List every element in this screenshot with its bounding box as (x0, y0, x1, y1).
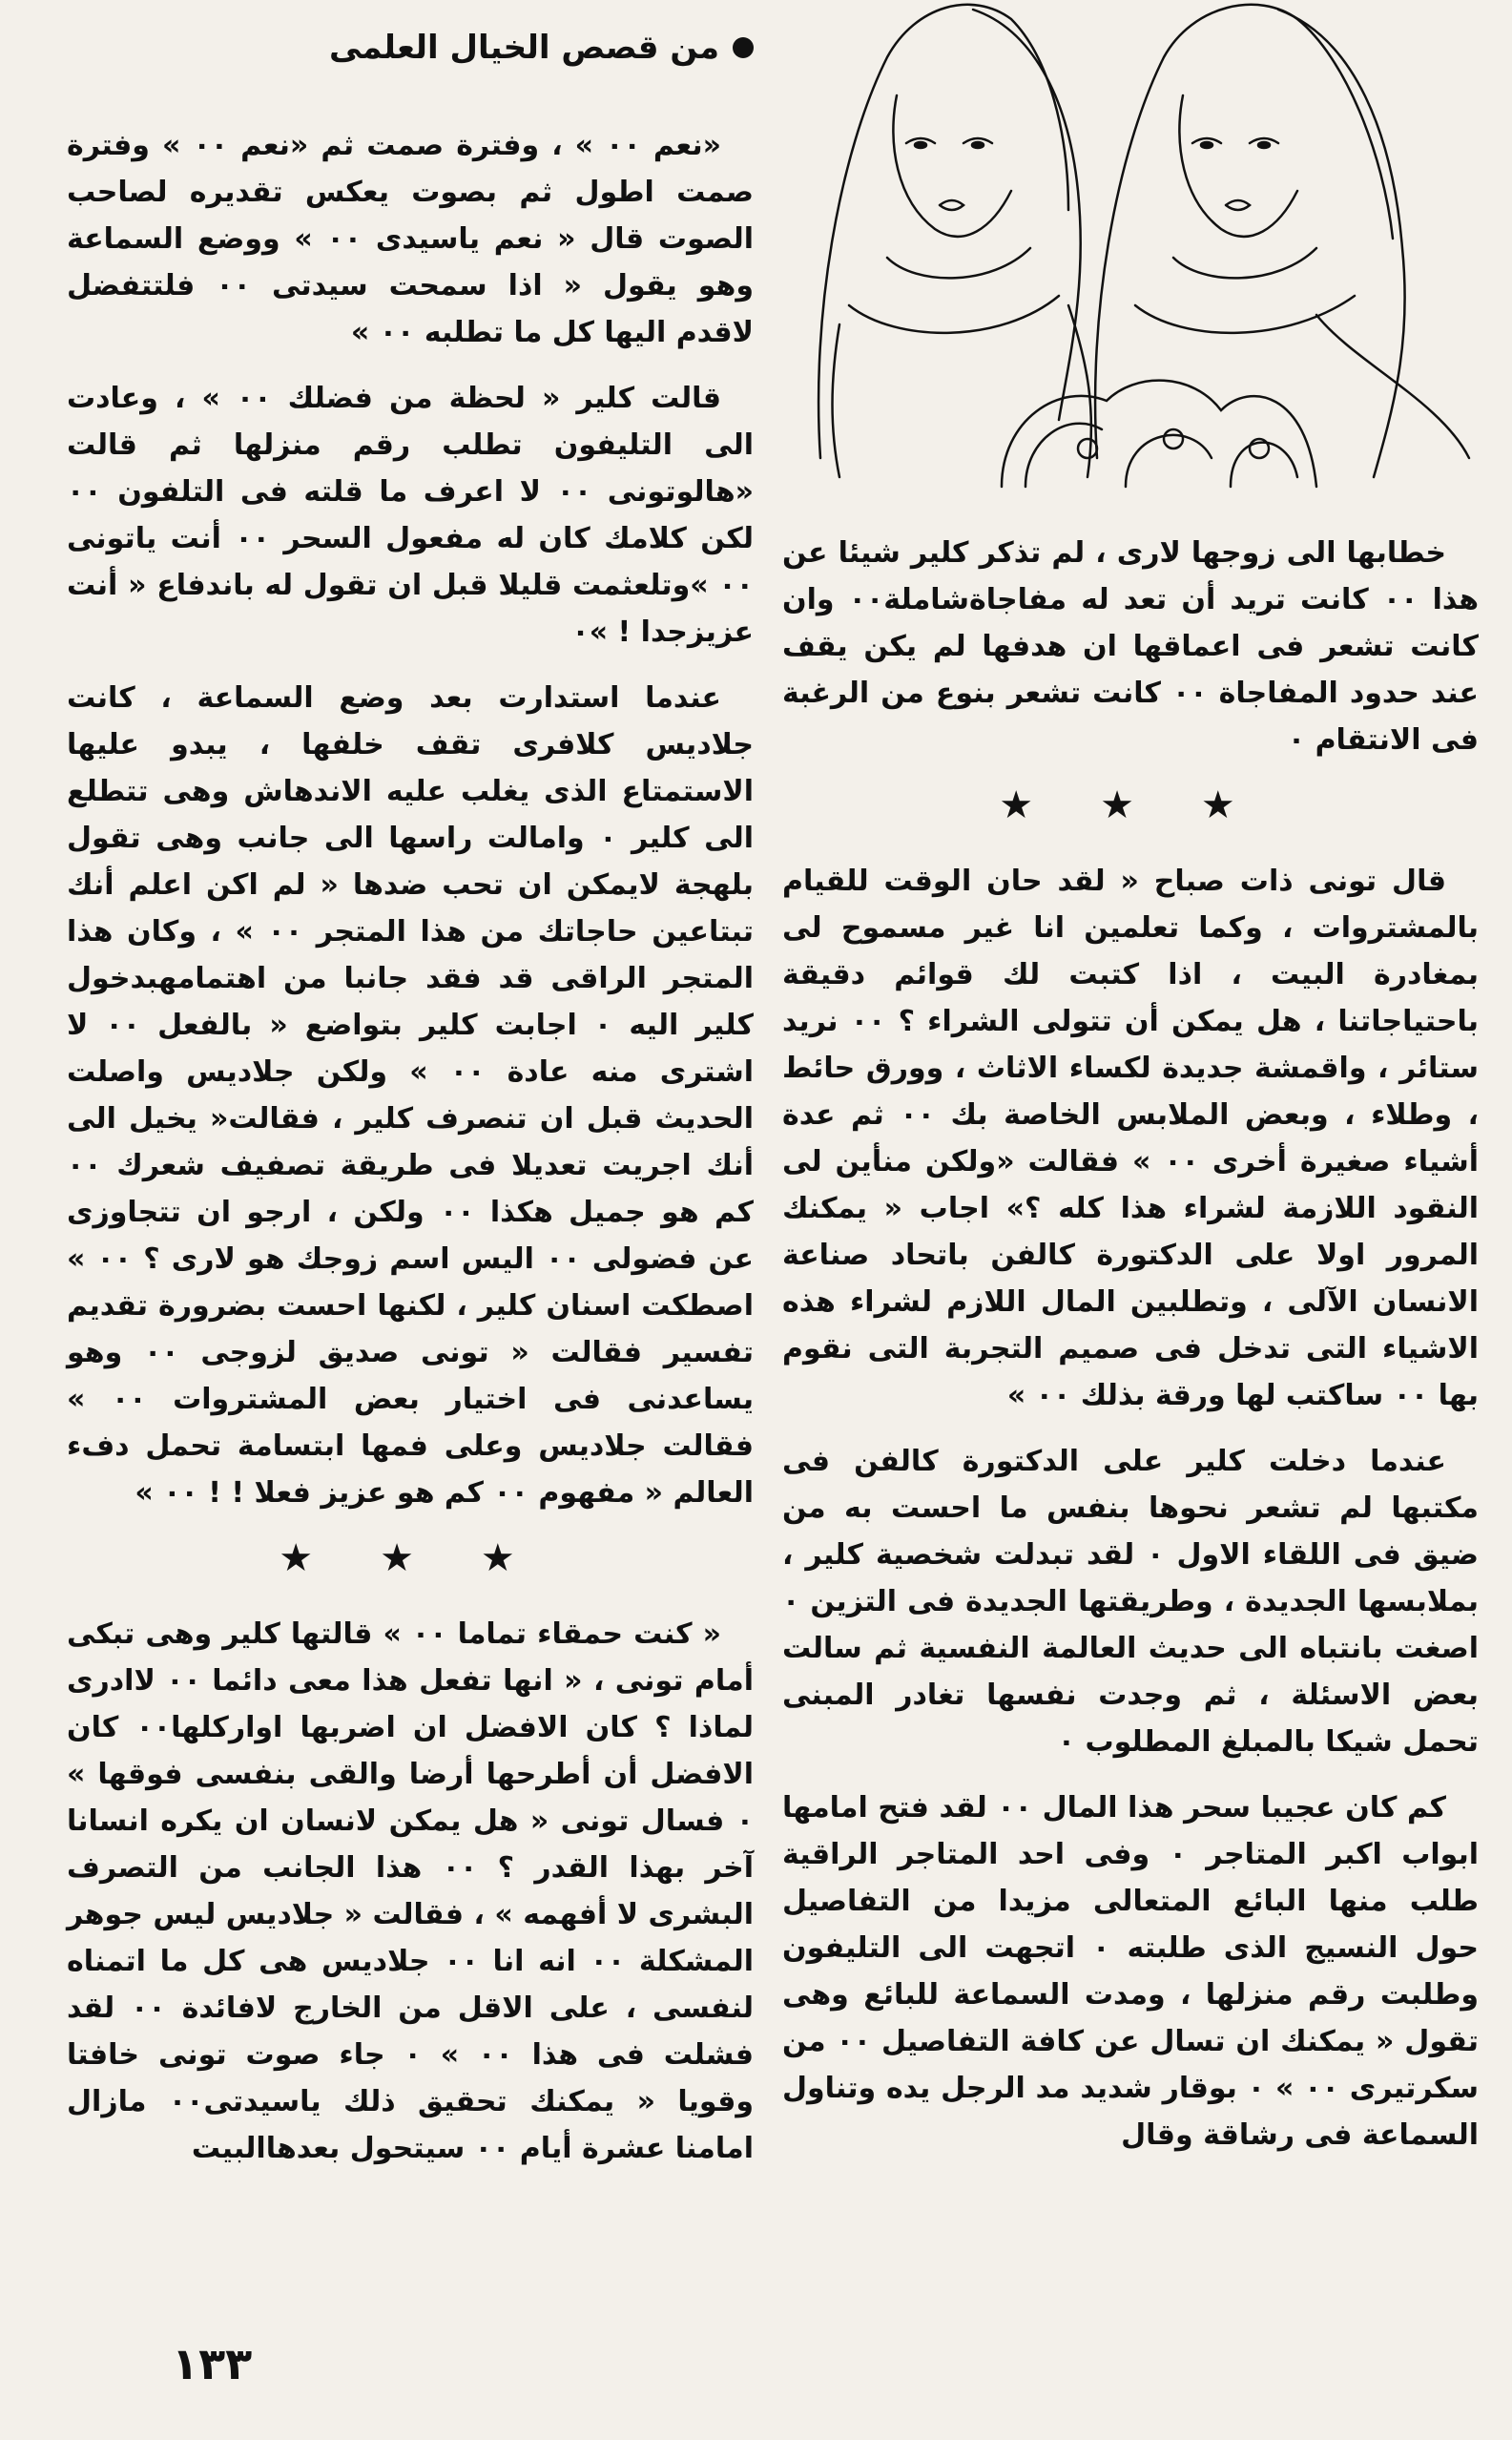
paragraph: خطابها الى زوجها لارى ، لم تذكر كلير شيئا عن هذا ٠٠ كانت تريد أن تعد له مفاجاةشاملة٠٠ وان كانت تشعر فى اعماقها ان هدفها لم يكن يقف عند حدود المفاجاة ٠٠ كانت تشعر بنوع من الرغبة فى الانتقام ٠ (782, 536, 1480, 757)
paragraph: « كنت حمقاء تماما ٠٠ » قالتها كلير وهى تبكى أمام تونى ، « انها تفعل هذا معى دائما ٠٠ لاادرى لماذا ؟ كان الافضل ان اضربها اواركلها٠٠ كان الافضل أن أطرحها أرضا والقى بنفسى فوقها » ٠ فسال تونى « هل يمكن لانسان ان يكره انسانا آخر بهذا القدر ؟ ٠٠ هذا الجانب من التصرف البشرى لا أفهمه » ، فقالت « جلاديس ليس جوهر المشكلة ٠٠ انه انا ٠٠ جلاديس هى كل ما اتمناه لنفسى ، على الاقل من الخارج لافائدة ٠٠ لقد فشلت فى هذا ٠٠ » ٠ جاء صوت تونى خافتا وقويا « يمكنك تحقيق ذلك ياسيدتى٠٠ مازال امامنا عشرة أيام ٠٠ سيتحول بعدهاالبيت (67, 1617, 754, 2165)
two-women-illustration (782, 0, 1479, 496)
right-column (782, 530, 1479, 2178)
section-divider-stars: ★ ★ ★ (279, 1536, 542, 1580)
section-header (67, 29, 754, 67)
paragraph: عندما دخلت كلير على الدكتورة كالفن فى مكتبها لم تشعر نحوها بنفس ما احست به من ضيق فى اللقاء الاول ٠ لقد تبدلت شخصية كلير ، بملابسها الجديدة ، وطريقتها الجديدة فى التزين ٠ اصغت بانتباه الى حديث العالمة النفسية ثم سالت بعض الاسئلة ، ثم وجدت نفسها تغادر المبنى تحمل شيكا بالمبلغ المطلوب ٠ (782, 1445, 1480, 1759)
bullet-icon (733, 37, 754, 58)
paragraph: عندما استدارت بعد وضع السماعة ، كانت جلاديس كلافرى تقف خلفها ، يبدو عليها الاستمتاع الذى يغلب عليه الاندهاش وهى تتطلع الى كلير ٠ وامالت راسها الى جانب وهى تقول بلهجة لايمكن ان تحب ضدها « لم اكن اعلم أنك تبتاعين حاجاتك من هذا المتجر ٠٠ » ، وكان هذا المتجر الراقى قد فقد جانبا من اهتمامهبدخول كلير اليه ٠ اجابت كلير بتواضع « بالفعل ٠٠ لا اشترى منه عادة ٠٠ » ولكن جلاديس واصلت الحديث قبل ان تنصرف كلير ، فقالت« يخيل الى أنك اجريت تعديلا فى طريقة تصفيف شعرك ٠٠ كم هو جميل هكذا ٠٠ ولكن ، ارجو ان تتجاوزى عن فضولى ٠٠ اليس اسم زوجك هو لارى ؟ ٠٠ » اصطكت اسنان كلير ، لكنها احست بضرورة تقديم تفسير فقالت « تونى صديق لزوجى ٠٠ وهو يساعدنى فى اختيار بعض المشتروات ٠٠ » فقالت جلاديس وعلى فمها ابتسامة تحمل دفء العالم « مفهوم ٠٠ كم هو عزيز فعلا ! ! ٠٠ » (67, 681, 755, 1510)
paragraph: قال تونى ذات صباح « لقد حان الوقت للقيام بالمشتروات ، وكما تعلمين انا غير مسموح لى بمغادرة البيت ، اذا كتبت لك قوائم دقيقة باحتياجاتنا ، هل يمكن أن تتولى الشراء ؟ ٠٠ نريد ستائر ، واقمشة جديدة لكساء الاثاث ، وورق حائط ، وطلاء ، وبعض الملابس الخاصة بك ٠٠ ثم عدة أشياء صغيرة أخرى ٠٠ » فقالت «ولكن منأين لى النقود اللازمة لشراء هذا كله ؟» اجاب « يمكنك المرور اولا على الدكتورة كالفن باتحاد صناعة الانسان الآلى ، وتطلبين المال اللازم لشراء هذه الاشياء التى تدخل فى صميم التجربة التى نقوم بها ٠٠ ساكتب لها ورقة بذلك ٠٠ » (782, 865, 1480, 1412)
page-number: ١٣٣ (172, 2338, 253, 2389)
paragraph: كم كان عجيبا سحر هذا المال ٠٠ لقد فتح امامها ابواب اكبر المتاجر ٠ وفى احد المتاجر الراقية طلب منها البائع المتعالى مزيدا من التفاصيل حول النسيج الذى طلبته ٠ اتجهت الى التليفون وطلبت رقم منزلها ، ومدت السماعة للبائع وهى تقول « يمكنك ان تسال عن كافة التفاصيل ٠٠ من سكرتيرى ٠٠ » ٠ بوقار شديد مد الرجل يده وتناول السماعة فى رشاقة وقال (782, 1791, 1480, 2152)
section-divider-stars: ★ ★ ★ (999, 783, 1262, 827)
left-column (67, 122, 754, 2191)
section-title: من قصص الخيال العلمى (328, 29, 719, 67)
paragraph: «نعم ٠٠ » ، وفترة صمت ثم «نعم ٠٠ » وفترة صمت اطول ثم بصوت يعكس تقديره لصاحب الصوت قال « نعم ياسيدى ٠٠ » ووضع السماعة وهو يقول « اذا سمحت سيدتى ٠٠ فلتتفضل لاقدم اليها كل ما تطلبه ٠٠ » (67, 129, 754, 349)
paragraph: قالت كلير « لحظة من فضلك ٠٠ » ، وعادت الى التليفون تطلب رقم منزلها ثم قالت «هالوتونى ٠٠ لا اعرف ما قلته فى التلفون ٠٠ لكن كلامك كان له مفعول السحر ٠٠ أنت ياتونى ٠٠ »وتلعثمت قليلا قبل ان تقول له باندفاع « أنت عزيزجدا ! »٠ (67, 382, 754, 649)
